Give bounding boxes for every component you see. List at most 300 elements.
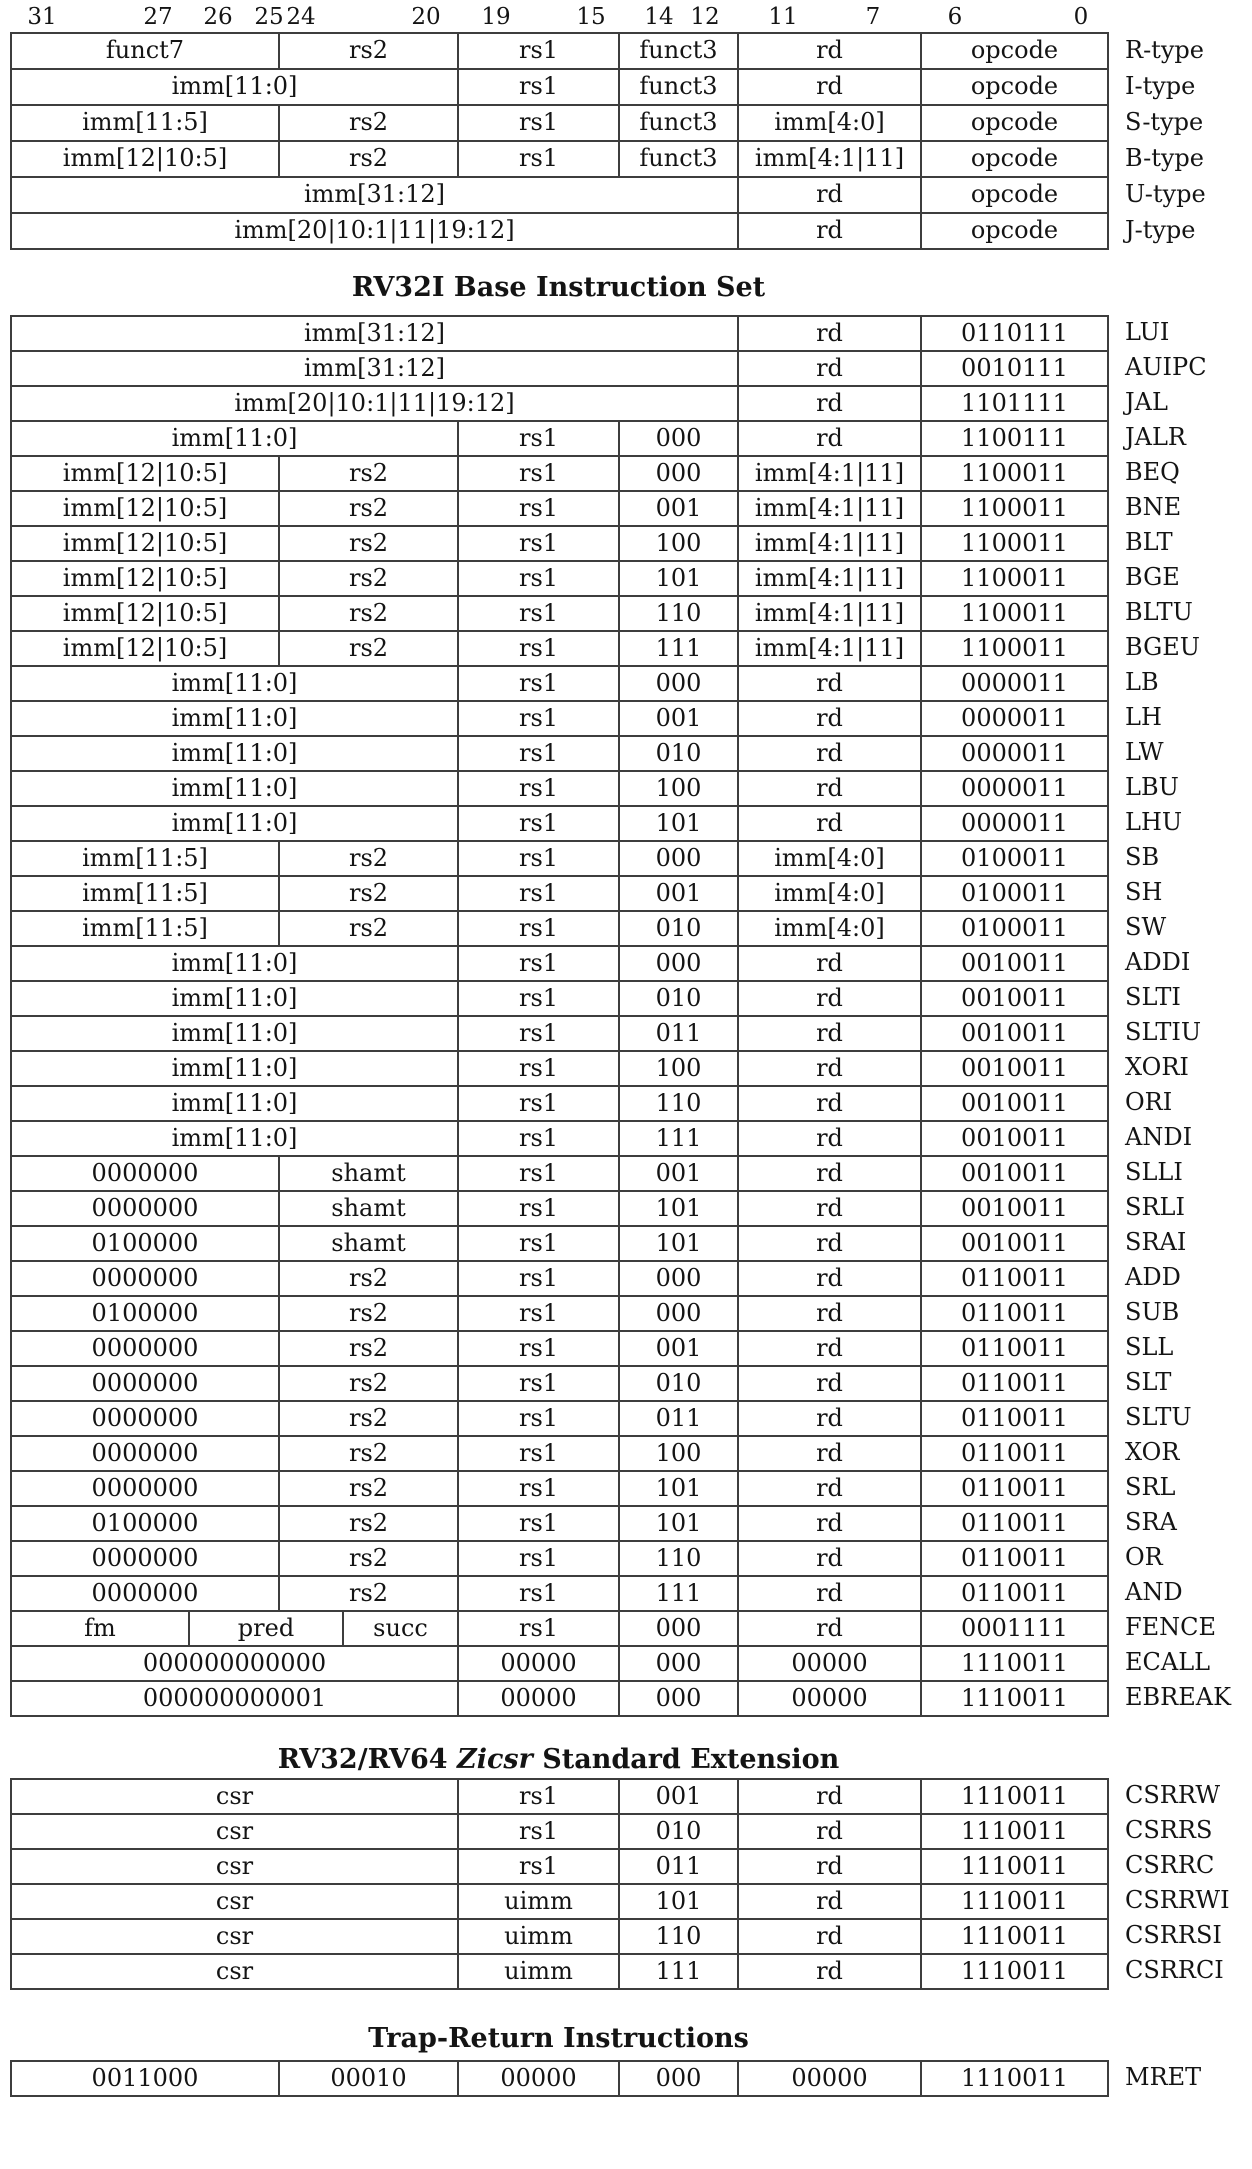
field-cell-rs2: rs2 bbox=[280, 142, 459, 176]
field-cell-funct7: imm[11:5] bbox=[12, 842, 280, 875]
table-row bbox=[10, 420, 1231, 455]
field-cell-rd: 00000 bbox=[739, 1682, 922, 1715]
table-row bbox=[10, 176, 1206, 212]
field-cell-op: 0100011 bbox=[961, 914, 1068, 942]
instruction-name: BGEU bbox=[1125, 633, 1200, 661]
field-cell-f3: 010 bbox=[620, 912, 739, 945]
instruction-encoding bbox=[10, 1953, 1109, 1990]
instruction-encoding bbox=[10, 665, 1109, 700]
field-cell-funct7: 0011000 bbox=[12, 2062, 280, 2095]
field-cell-rd: rd bbox=[739, 387, 922, 420]
instruction-encoding bbox=[10, 700, 1109, 735]
field-cell-rs2: rs2 bbox=[280, 1472, 459, 1505]
table-row bbox=[10, 840, 1231, 875]
zicsr-instruction-table bbox=[10, 1778, 1230, 1990]
instruction-name: JALR bbox=[1125, 423, 1186, 451]
instruction-encoding bbox=[10, 455, 1109, 490]
field-cell-rd: imm[4:0] bbox=[739, 877, 922, 910]
field-cell-rd: imm[4:0] bbox=[739, 106, 922, 140]
bit-index-label: 31 bbox=[27, 4, 57, 30]
field-cell-f3: 111 bbox=[620, 1577, 739, 1610]
field-cell-funct7: imm[12|10:5] bbox=[12, 527, 280, 560]
field-cell-f3: funct3 bbox=[620, 34, 739, 68]
field-cell-rd: rd bbox=[739, 1297, 922, 1330]
field-cell-rs1: rs1 bbox=[459, 34, 620, 68]
instruction-encoding bbox=[10, 1400, 1109, 1435]
field-cell-f3: 010 bbox=[620, 982, 739, 1015]
field-cell-funct7: 0000000 bbox=[12, 1157, 280, 1190]
field-cell-i12: csr bbox=[12, 1885, 459, 1918]
instruction-encoding bbox=[10, 32, 1109, 68]
table-row bbox=[10, 455, 1231, 490]
field-cell-i12: imm[11:0] bbox=[12, 422, 459, 455]
table-row bbox=[10, 805, 1231, 840]
table-row bbox=[10, 910, 1231, 945]
instruction-encoding bbox=[10, 1365, 1109, 1400]
table-row bbox=[10, 1155, 1231, 1190]
instruction-encoding bbox=[10, 1918, 1109, 1953]
field-cell-f3: 100 bbox=[620, 527, 739, 560]
field-cell-op: opcode bbox=[970, 108, 1059, 136]
field-cell-f3: 011 bbox=[620, 1017, 739, 1050]
instruction-name: SRLI bbox=[1125, 1193, 1185, 1221]
instruction-encoding bbox=[10, 805, 1109, 840]
table-row bbox=[10, 1540, 1231, 1575]
field-cell-i20: imm[31:12] bbox=[12, 178, 739, 212]
field-cell-rs1: rs1 bbox=[459, 772, 620, 805]
table-row bbox=[10, 770, 1231, 805]
field-cell-funct7: 0000000 bbox=[12, 1262, 280, 1295]
field-cell-rd: rd bbox=[739, 1332, 922, 1365]
field-cell-op: 0110011 bbox=[961, 1544, 1068, 1572]
field-cell-funct7: imm[12|10:5] bbox=[12, 457, 280, 490]
table-row bbox=[10, 2060, 1201, 2097]
field-cell-rd: rd bbox=[739, 1017, 922, 1050]
field-cell-op: 1110011 bbox=[961, 1817, 1068, 1845]
field-cell-f3: 101 bbox=[620, 1472, 739, 1505]
field-cell-rd: imm[4:1|11] bbox=[739, 142, 922, 176]
instruction-name: LB bbox=[1125, 668, 1159, 696]
field-cell-rd: imm[4:1|11] bbox=[739, 632, 922, 665]
zicsr-title-italic: Zicsr bbox=[456, 1744, 533, 1775]
instruction-name: XOR bbox=[1125, 1438, 1180, 1466]
instruction-name: LH bbox=[1125, 703, 1162, 731]
field-cell-i12: imm[11:0] bbox=[12, 70, 459, 104]
field-cell-rs1: rs1 bbox=[459, 492, 620, 525]
field-cell-i12: imm[11:0] bbox=[12, 737, 459, 770]
instruction-encoding bbox=[10, 1085, 1109, 1120]
instruction-name: BGE bbox=[1125, 563, 1180, 591]
field-cell-rd: imm[4:0] bbox=[739, 842, 922, 875]
field-cell-rd: rd bbox=[739, 1052, 922, 1085]
field-cell-funct7: 0000000 bbox=[12, 1402, 280, 1435]
instruction-encoding bbox=[10, 212, 1109, 250]
field-cell-i20: imm[31:12] bbox=[12, 352, 739, 385]
zicsr-title-suffix: Standard Extension bbox=[532, 1744, 840, 1775]
instruction-name: BLT bbox=[1125, 528, 1173, 556]
field-cell-op: 0110011 bbox=[961, 1509, 1068, 1537]
field-cell-op: 0110011 bbox=[961, 1299, 1068, 1327]
field-cell-i20: imm[31:12] bbox=[12, 317, 739, 350]
instruction-encoding bbox=[10, 2060, 1109, 2097]
field-cell-rs1: rs1 bbox=[459, 1332, 620, 1365]
field-cell-f3: 000 bbox=[620, 1262, 739, 1295]
field-cell-rs1: 00000 bbox=[459, 1682, 620, 1715]
field-cell-op: 0110011 bbox=[961, 1369, 1068, 1397]
field-cell-rd: 00000 bbox=[739, 2062, 922, 2095]
field-cell-f3: 111 bbox=[620, 1122, 739, 1155]
instruction-encoding bbox=[10, 1848, 1109, 1883]
field-cell-rs1: uimm bbox=[459, 1955, 620, 1988]
field-cell-rd: rd bbox=[739, 178, 922, 212]
instruction-name: B-type bbox=[1125, 144, 1204, 172]
instruction-encoding bbox=[10, 1050, 1109, 1085]
field-cell-f3: funct3 bbox=[620, 142, 739, 176]
field-cell-rs1: rs1 bbox=[459, 877, 620, 910]
field-cell-f3: 110 bbox=[620, 1920, 739, 1953]
instruction-name: BEQ bbox=[1125, 458, 1180, 486]
instruction-encoding bbox=[10, 1575, 1109, 1610]
field-cell-op: 1100011 bbox=[961, 529, 1068, 557]
table-row bbox=[10, 1260, 1231, 1295]
instruction-encoding bbox=[10, 560, 1109, 595]
instruction-encoding bbox=[10, 875, 1109, 910]
field-cell-rs1: rs1 bbox=[459, 632, 620, 665]
field-cell-f3: 110 bbox=[620, 597, 739, 630]
field-cell-f3: 100 bbox=[620, 1437, 739, 1470]
trap-return-section-title: Trap-Return Instructions bbox=[368, 2023, 749, 2054]
field-cell-rd: rd bbox=[739, 1850, 922, 1883]
field-cell-f3: 010 bbox=[620, 1367, 739, 1400]
field-cell-funct7: imm[11:5] bbox=[12, 877, 280, 910]
table-row bbox=[10, 525, 1231, 560]
field-cell-i12: 000000000001 bbox=[12, 1682, 459, 1715]
instruction-encoding bbox=[10, 104, 1109, 140]
field-cell-pred: pred bbox=[190, 1612, 344, 1645]
field-cell-op: 1100011 bbox=[961, 599, 1068, 627]
field-cell-rs1: rs1 bbox=[459, 1052, 620, 1085]
field-cell-i12: imm[11:0] bbox=[12, 947, 459, 980]
field-cell-rd: rd bbox=[739, 1815, 922, 1848]
field-cell-f3: 101 bbox=[620, 562, 739, 595]
table-row bbox=[10, 1435, 1231, 1470]
instruction-name: LW bbox=[1125, 738, 1164, 766]
instruction-name: BNE bbox=[1125, 493, 1182, 521]
field-cell-rd: rd bbox=[739, 1227, 922, 1260]
instruction-name: SLT bbox=[1125, 1368, 1172, 1396]
field-cell-funct7: imm[11:5] bbox=[12, 912, 280, 945]
instruction-name: R-type bbox=[1125, 36, 1204, 64]
field-cell-rs2: rs2 bbox=[280, 1367, 459, 1400]
field-cell-f3: 100 bbox=[620, 772, 739, 805]
field-cell-rs1: uimm bbox=[459, 1885, 620, 1918]
trap-return-instruction-table bbox=[10, 2060, 1201, 2097]
rv32i-instruction-table bbox=[10, 315, 1231, 1717]
instruction-name: I-type bbox=[1125, 72, 1196, 100]
field-cell-op: 0001111 bbox=[961, 1614, 1068, 1642]
field-cell-rs1: rs1 bbox=[459, 1297, 620, 1330]
field-cell-rs2: rs2 bbox=[280, 492, 459, 525]
field-cell-funct7: 0100000 bbox=[12, 1227, 280, 1260]
field-cell-op: 0010011 bbox=[961, 1159, 1068, 1187]
instruction-name: SH bbox=[1125, 878, 1163, 906]
table-row bbox=[10, 1953, 1230, 1990]
field-cell-rs2: rs2 bbox=[280, 1402, 459, 1435]
field-cell-op: 0010011 bbox=[961, 984, 1068, 1012]
field-cell-rs2: rs2 bbox=[280, 1507, 459, 1540]
field-cell-i12: imm[11:0] bbox=[12, 1122, 459, 1155]
bit-index-label: 14 bbox=[644, 4, 674, 30]
field-cell-f3: funct3 bbox=[620, 106, 739, 140]
table-row bbox=[10, 875, 1231, 910]
instruction-name: LUI bbox=[1125, 318, 1170, 346]
table-row bbox=[10, 1848, 1230, 1883]
field-cell-f3: 111 bbox=[620, 632, 739, 665]
table-row bbox=[10, 350, 1231, 385]
field-cell-op: 0010011 bbox=[961, 1054, 1068, 1082]
field-cell-funct7: 0000000 bbox=[12, 1472, 280, 1505]
field-cell-rs1: rs1 bbox=[459, 142, 620, 176]
field-cell-funct7: 0000000 bbox=[12, 1542, 280, 1575]
instruction-encoding bbox=[10, 1470, 1109, 1505]
instruction-name: ORI bbox=[1125, 1088, 1173, 1116]
field-cell-rs1: rs1 bbox=[459, 1122, 620, 1155]
field-cell-f3: 011 bbox=[620, 1850, 739, 1883]
instruction-name: JAL bbox=[1125, 388, 1168, 416]
field-cell-rs2: rs2 bbox=[280, 912, 459, 945]
field-cell-rs2: rs2 bbox=[280, 1577, 459, 1610]
bit-index-label: 26 bbox=[203, 4, 233, 30]
instruction-name: ADD bbox=[1125, 1263, 1181, 1291]
field-cell-rs2: rs2 bbox=[280, 1262, 459, 1295]
instruction-encoding bbox=[10, 1610, 1109, 1645]
instruction-encoding bbox=[10, 525, 1109, 560]
field-cell-rs1: rs1 bbox=[459, 70, 620, 104]
table-row bbox=[10, 1680, 1231, 1717]
field-cell-i12: imm[11:0] bbox=[12, 1017, 459, 1050]
field-cell-rs2: shamt bbox=[280, 1227, 459, 1260]
bit-ruler bbox=[0, 5, 1252, 31]
field-cell-op: 0110011 bbox=[961, 1264, 1068, 1292]
field-cell-rd: rd bbox=[739, 1437, 922, 1470]
instruction-name: SLTU bbox=[1125, 1403, 1192, 1431]
field-cell-op: 0100011 bbox=[961, 879, 1068, 907]
table-row bbox=[10, 1295, 1231, 1330]
field-cell-rd: rd bbox=[739, 352, 922, 385]
field-cell-rs2: shamt bbox=[280, 1192, 459, 1225]
instruction-encoding bbox=[10, 595, 1109, 630]
field-cell-rs2: rs2 bbox=[280, 457, 459, 490]
field-cell-rs1: rs1 bbox=[459, 1192, 620, 1225]
table-row bbox=[10, 32, 1206, 68]
field-cell-rs1: rs1 bbox=[459, 1780, 620, 1813]
table-row bbox=[10, 212, 1206, 250]
instruction-encoding bbox=[10, 1778, 1109, 1813]
instruction-encoding bbox=[10, 945, 1109, 980]
bit-index-label: 15 bbox=[576, 4, 606, 30]
field-cell-i12: imm[11:0] bbox=[12, 772, 459, 805]
field-cell-f3: 110 bbox=[620, 1542, 739, 1575]
field-cell-rs2: rs2 bbox=[280, 632, 459, 665]
bit-index-label: 24 bbox=[286, 4, 316, 30]
instruction-format-table bbox=[10, 32, 1206, 250]
instruction-name: SLLI bbox=[1125, 1158, 1183, 1186]
table-row bbox=[10, 1883, 1230, 1918]
instruction-encoding bbox=[10, 1155, 1109, 1190]
field-cell-rs1: uimm bbox=[459, 1920, 620, 1953]
table-row bbox=[10, 1778, 1230, 1813]
field-cell-rd: imm[4:1|11] bbox=[739, 562, 922, 595]
field-cell-f3: 000 bbox=[620, 842, 739, 875]
field-cell-rd: 00000 bbox=[739, 1647, 922, 1680]
field-cell-f3: 001 bbox=[620, 877, 739, 910]
field-cell-rs2: rs2 bbox=[280, 1437, 459, 1470]
field-cell-op: opcode bbox=[970, 180, 1059, 208]
field-cell-funct7: 0000000 bbox=[12, 1192, 280, 1225]
field-cell-f3: 101 bbox=[620, 807, 739, 840]
field-cell-f3: 001 bbox=[620, 702, 739, 735]
field-cell-rs1: 00000 bbox=[459, 1647, 620, 1680]
field-cell-rd: rd bbox=[739, 1472, 922, 1505]
field-cell-rd: rd bbox=[739, 1402, 922, 1435]
field-cell-op: 0000011 bbox=[961, 774, 1068, 802]
field-cell-rd: rd bbox=[739, 1920, 922, 1953]
field-cell-rs1: rs1 bbox=[459, 527, 620, 560]
field-cell-op: 1100111 bbox=[961, 424, 1068, 452]
instruction-name: CSRRC bbox=[1125, 1851, 1215, 1879]
instruction-name: AND bbox=[1125, 1578, 1183, 1606]
table-row bbox=[10, 1400, 1231, 1435]
instruction-encoding bbox=[10, 1505, 1109, 1540]
field-cell-rd: rd bbox=[739, 1780, 922, 1813]
field-cell-rd: rd bbox=[739, 1367, 922, 1400]
bit-index-label: 0 bbox=[1073, 4, 1089, 30]
field-cell-i12: csr bbox=[12, 1955, 459, 1988]
instruction-encoding bbox=[10, 1330, 1109, 1365]
instruction-encoding bbox=[10, 1190, 1109, 1225]
instruction-name: SW bbox=[1125, 913, 1167, 941]
instruction-name: U-type bbox=[1125, 180, 1206, 208]
field-cell-rd: imm[4:1|11] bbox=[739, 527, 922, 560]
instruction-encoding bbox=[10, 1813, 1109, 1848]
field-cell-rd: rd bbox=[739, 1157, 922, 1190]
field-cell-i12: csr bbox=[12, 1920, 459, 1953]
field-cell-rs2: rs2 bbox=[280, 1297, 459, 1330]
field-cell-rd: rd bbox=[739, 422, 922, 455]
instruction-name: ANDI bbox=[1125, 1123, 1193, 1151]
field-cell-succ: succ bbox=[344, 1612, 459, 1645]
instruction-name: FENCE bbox=[1125, 1613, 1217, 1641]
field-cell-f3: 110 bbox=[620, 1087, 739, 1120]
field-cell-rs1: rs1 bbox=[459, 1437, 620, 1470]
bit-index-label: 7 bbox=[865, 4, 881, 30]
field-cell-op: opcode bbox=[970, 144, 1059, 172]
field-cell-rs1: rs1 bbox=[459, 1227, 620, 1260]
field-cell-rs2: rs2 bbox=[280, 1542, 459, 1575]
field-cell-rd: imm[4:1|11] bbox=[739, 457, 922, 490]
instruction-encoding bbox=[10, 1540, 1109, 1575]
field-cell-rd: rd bbox=[739, 982, 922, 1015]
instruction-encoding bbox=[10, 1260, 1109, 1295]
table-row bbox=[10, 1575, 1231, 1610]
instruction-name: J-type bbox=[1125, 216, 1196, 244]
field-cell-rs1: rs1 bbox=[459, 1472, 620, 1505]
field-cell-funct7: 0000000 bbox=[12, 1437, 280, 1470]
instruction-name: MRET bbox=[1125, 2063, 1202, 2091]
instruction-name: EBREAK bbox=[1125, 1683, 1232, 1711]
instruction-encoding bbox=[10, 1120, 1109, 1155]
field-cell-rs1: rs1 bbox=[459, 1017, 620, 1050]
field-cell-f3: 101 bbox=[620, 1507, 739, 1540]
field-cell-f3: funct3 bbox=[620, 70, 739, 104]
table-row bbox=[10, 1015, 1231, 1050]
zicsr-section-title bbox=[10, 1745, 1107, 1775]
instruction-name: CSRRSI bbox=[1125, 1921, 1222, 1949]
field-cell-rd: rd bbox=[739, 1577, 922, 1610]
table-row bbox=[10, 104, 1206, 140]
field-cell-rd: rd bbox=[739, 317, 922, 350]
field-cell-op: 0010011 bbox=[961, 1194, 1068, 1222]
instruction-name: SRL bbox=[1125, 1473, 1176, 1501]
field-cell-i12: imm[11:0] bbox=[12, 1052, 459, 1085]
field-cell-f3: 111 bbox=[620, 1955, 739, 1988]
field-cell-rd: rd bbox=[739, 1087, 922, 1120]
table-row bbox=[10, 140, 1206, 176]
table-row bbox=[10, 560, 1231, 595]
table-row bbox=[10, 1610, 1231, 1645]
instruction-encoding bbox=[10, 176, 1109, 212]
field-cell-rs1: rs1 bbox=[459, 737, 620, 770]
table-row bbox=[10, 595, 1231, 630]
field-cell-rs2: rs2 bbox=[280, 597, 459, 630]
field-cell-f3: 000 bbox=[620, 1682, 739, 1715]
field-cell-rd: rd bbox=[739, 1507, 922, 1540]
field-cell-funct7: funct7 bbox=[12, 34, 280, 68]
instruction-encoding bbox=[10, 1435, 1109, 1470]
field-cell-op: 0110111 bbox=[961, 319, 1068, 347]
field-cell-f3: 000 bbox=[620, 1647, 739, 1680]
field-cell-funct7: 0000000 bbox=[12, 1367, 280, 1400]
table-row bbox=[10, 1365, 1231, 1400]
field-cell-f3: 000 bbox=[620, 947, 739, 980]
instruction-encoding bbox=[10, 1645, 1109, 1680]
instruction-name: CSRRW bbox=[1125, 1781, 1221, 1809]
table-row bbox=[10, 1470, 1231, 1505]
field-cell-op: 1110011 bbox=[961, 1649, 1068, 1677]
instruction-encoding bbox=[10, 770, 1109, 805]
field-cell-funct7: imm[11:5] bbox=[12, 106, 280, 140]
field-cell-rs1: rs1 bbox=[459, 1157, 620, 1190]
field-cell-funct7: imm[12|10:5] bbox=[12, 142, 280, 176]
field-cell-i12: csr bbox=[12, 1780, 459, 1813]
table-row bbox=[10, 1190, 1231, 1225]
table-row bbox=[10, 1225, 1231, 1260]
field-cell-rs1: rs1 bbox=[459, 1087, 620, 1120]
field-cell-rs1: rs1 bbox=[459, 1612, 620, 1645]
field-cell-f3: 100 bbox=[620, 1052, 739, 1085]
field-cell-i20: imm[20|10:1|11|19:12] bbox=[12, 214, 739, 248]
field-cell-op: opcode bbox=[970, 72, 1059, 100]
field-cell-rs1: rs1 bbox=[459, 667, 620, 700]
field-cell-f3: 001 bbox=[620, 492, 739, 525]
field-cell-rd: rd bbox=[739, 1612, 922, 1645]
field-cell-funct7: imm[12|10:5] bbox=[12, 562, 280, 595]
field-cell-rs1: 00000 bbox=[459, 2062, 620, 2095]
instruction-encoding bbox=[10, 910, 1109, 945]
field-cell-i20: imm[20|10:1|11|19:12] bbox=[12, 387, 739, 420]
instruction-name: SUB bbox=[1125, 1298, 1180, 1326]
field-cell-rd: rd bbox=[739, 1955, 922, 1988]
